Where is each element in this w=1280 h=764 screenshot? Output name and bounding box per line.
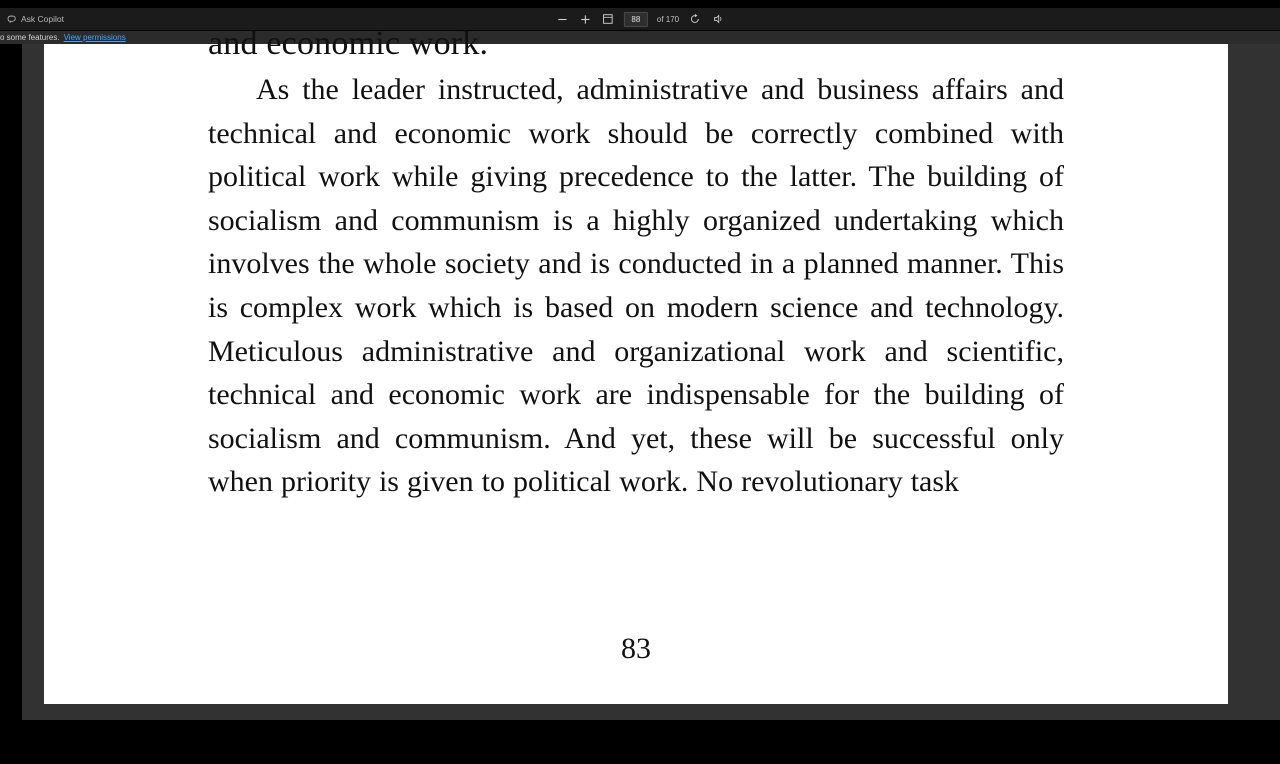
- notification-text: o some features.: [0, 33, 60, 42]
- clipped-top-line: and economic work.: [208, 25, 489, 62]
- page-folio-number: 83: [621, 632, 651, 665]
- copilot-icon: [6, 14, 17, 25]
- view-permissions-link[interactable]: View permissions: [63, 33, 126, 42]
- left-gutter: [0, 44, 22, 720]
- body-paragraph: As the leader instructed, administrative and business affairs and technical and economic work should be correctly combined with political work while giving precedence to the latter. The building of socialism and communism is a highly organized undertaking which involves the whole society and is conducted in a planned manner. This is complex work which is based on modern science and technology. Meticulous administrative and organizational work and scientific, technical and economic work are indispensable for the building of socialism and communism. And yet, these will be successful only when priority is given to political work. No revolutionary task: [208, 73, 1064, 499]
- ask-copilot-button[interactable]: [6, 14, 64, 25]
- bottom-band: [0, 748, 1280, 764]
- ask-copilot-label: Ask Copilot: [21, 14, 64, 24]
- page-total-label: of 170: [656, 14, 680, 24]
- page-number-input[interactable]: 88: [624, 12, 648, 27]
